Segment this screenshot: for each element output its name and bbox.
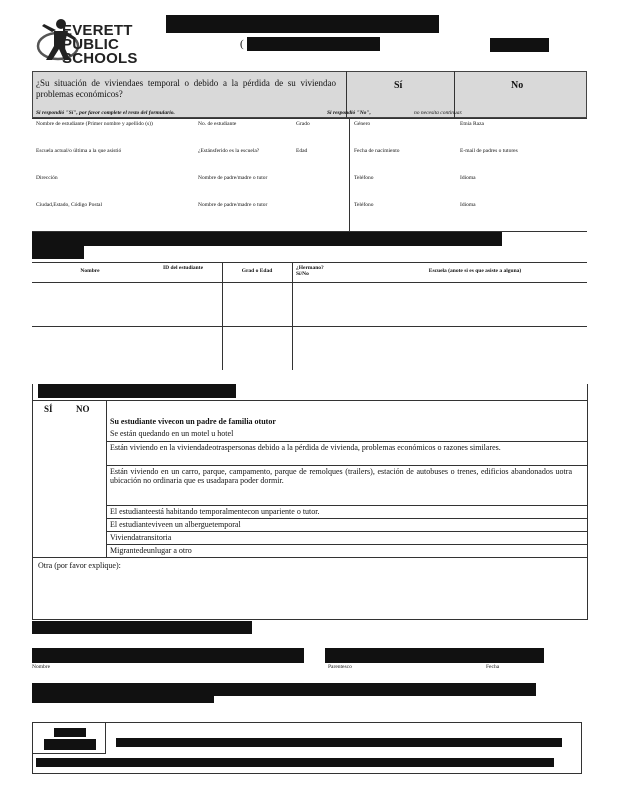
housing-option-relative[interactable]: El estudianteestá habitando temporalmentecon unpariente o tutor. [110,507,320,516]
school-label: Escuela actual/o última a la que asistió [36,148,122,154]
housing-question: ¿Su situación de viviendaes temporal o debido a la pérdida de su viviendao problemas económicos? [36,78,336,99]
redacted-office-label-1 [54,728,86,737]
housing-no-header: NO [76,404,90,414]
col-sibling-header: ¿Hermano? Sí/No [296,265,324,278]
redacted-relation-line [325,648,544,663]
redacted-notice-2 [32,696,214,703]
signature-relation-label: Parentesco [328,664,352,670]
housing-heading-1: Su estudiante vivecon un padre de familia otutor [110,417,276,426]
address-label: Dirección [36,175,58,181]
housing-option-motel[interactable]: Se están quedando en un motel u hotel [110,429,234,438]
housing-option-unsheltered[interactable]: Están viviendo en un carro, parque, campamento, parque de remolques (trailers), estación de autobuses o trenes, edificios abandonados uotra ubicación no ordinaria que es usadapara poder dormir. [110,467,572,486]
logo [34,16,159,66]
redacted-title [166,15,439,33]
logo-line-1: EVERETT [62,22,133,39]
language1-label: Idioma [460,175,476,181]
housing-option-shelter[interactable]: El estudianteviveen un alberguetemporal [110,520,241,529]
if-no-note-a: Si respondió "No", [327,110,371,116]
signature-date-label: Fecha [486,664,500,670]
redacted-office-line-2 [36,758,554,767]
col-name-header: Nombre [80,268,100,274]
redacted-name-line [32,648,304,663]
ethnicity-label: Etnia Raza [460,121,484,127]
answer-yes[interactable]: Sí [394,80,403,91]
dob-label: Fecha de nacimiento [354,148,400,154]
col-id-header: ID del estudiante [162,265,204,271]
student-id-label: No. de estudiante [198,121,237,127]
grade-label: Grado [296,121,310,127]
header-paren: ( [240,38,244,50]
logo-line-3: SCHOOLS [62,50,138,67]
housing-option-shared[interactable]: Están viviendo en la viviendadeotraspersonas debido a la pérdida de vivienda, problemas económicos o razones similares. [110,443,501,452]
col-school-header: Escuela (anote si es que asiste a alguna) [428,268,522,274]
answer-no[interactable]: No [511,80,524,91]
language2-label: Idioma [460,202,476,208]
redacted-office-label-2 [44,739,96,750]
age-label: Edad [296,148,308,154]
if-no-note-b: no necesita continuar. [414,110,463,116]
redacted-code [490,38,549,52]
parent-email-label: E-mail de padres o tutores [460,148,518,154]
parent2-label: Nombre de padre/madre o tutor [198,202,268,208]
logo-line-2: PUBLIC [62,36,120,53]
signature-name-label: Nombre [32,664,51,670]
redacted-notice-1 [32,683,536,696]
housing-option-transitional[interactable]: Viviendatransitoria [110,533,172,542]
student-name-label: Nombre de estudiante (Primer nombre y apellido (s)) [36,121,153,127]
redacted-siblings-heading [32,232,502,246]
redacted-office-line-1 [116,738,562,747]
col-grade-header: Grad o Edad [241,268,273,274]
parent1-label: Nombre de padre/madre o tutor [198,175,268,181]
if-yes-note: Si respondió "Sí", por favor complete el resto del formulario. [36,110,175,116]
housing-option-migrant[interactable]: Migrantedeunlugar a otro [110,546,192,555]
phone1-label: Teléfono [354,175,374,181]
housing-other-label: Otra (por favor explique): [38,561,121,570]
redacted-signature-heading [32,621,252,634]
redacted-subtitle [247,37,380,51]
phone2-label: Teléfono [354,202,374,208]
city-label: Ciudad,Estado, Código Postal [36,202,102,208]
redacted-siblings-heading-2 [32,246,84,259]
housing-si-header: SÍ [44,404,53,414]
transfer-label: ¿Estánsferido es la escuela? [198,148,260,154]
gender-label: Género [354,121,371,127]
